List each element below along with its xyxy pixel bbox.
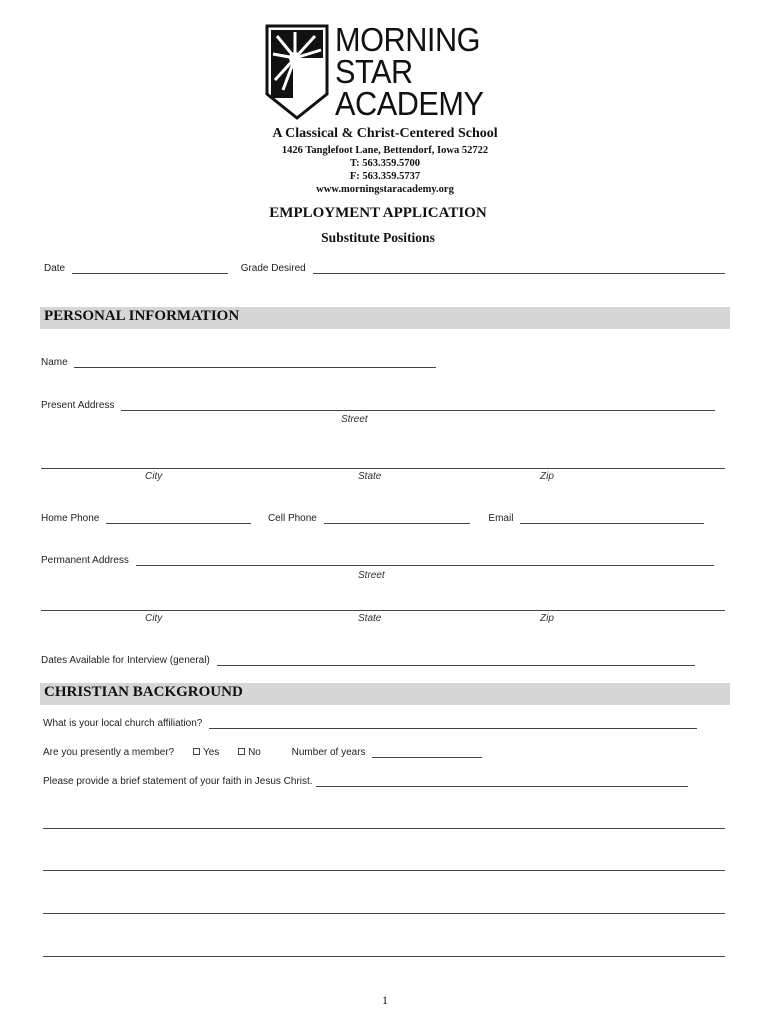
church-affiliation-row — [43, 718, 697, 729]
faith-statement-line-3[interactable] — [43, 913, 725, 914]
school-logo — [265, 21, 505, 124]
present-street-caption: Street — [341, 414, 368, 425]
member-no-option[interactable] — [238, 747, 261, 758]
permanent-city-caption: City — [145, 613, 163, 624]
present-address-city-state-zip-field[interactable] — [41, 468, 725, 469]
permanent-address-row — [41, 555, 714, 566]
no-checkbox[interactable] — [238, 748, 245, 755]
date-label: Date — [44, 263, 66, 274]
present-address-label: Present Address — [41, 400, 115, 411]
membership-row — [43, 747, 482, 758]
name-row — [41, 357, 436, 368]
grade-desired-field[interactable] — [313, 263, 725, 274]
present-state-caption: State — [358, 471, 382, 482]
member-yes-option[interactable] — [193, 747, 219, 758]
home-phone-label: Home Phone — [41, 513, 100, 524]
faith-statement-field[interactable] — [316, 776, 688, 787]
faith-statement-line-4[interactable] — [43, 956, 725, 957]
grade-desired-label: Grade Desired — [240, 263, 306, 274]
email-label: Email — [488, 513, 514, 524]
school-tagline: A Classical & Christ-Centered School — [272, 126, 498, 141]
school-address: 1426 Tanglefoot Lane, Bettendorf, Iowa 52722 — [281, 145, 489, 156]
document-subtitle: Substitute Positions — [321, 230, 435, 245]
church-affiliation-label: What is your local church affiliation? — [43, 718, 203, 729]
permanent-zip-caption: Zip — [540, 613, 554, 624]
personal-information-section — [40, 307, 730, 329]
name-label: Name — [41, 357, 68, 368]
faith-statement-line-1[interactable] — [43, 828, 725, 829]
christian-background-heading: CHRISTIAN BACKGROUND — [44, 684, 243, 700]
date-grade-row — [44, 263, 725, 274]
home-phone-field[interactable] — [106, 513, 251, 524]
phone-email-row — [41, 513, 704, 524]
logo-text-line-2: STAR — [335, 53, 413, 90]
cell-phone-field[interactable] — [324, 513, 470, 524]
present-address-row — [41, 400, 715, 411]
faith-statement-row — [43, 776, 688, 787]
permanent-street-caption: Street — [358, 570, 385, 581]
yes-checkbox[interactable] — [193, 748, 200, 755]
membership-label: Are you presently a member? — [43, 747, 175, 758]
permanent-address-street-field[interactable] — [136, 555, 714, 566]
present-zip-caption: Zip — [540, 471, 554, 482]
faith-statement-line-2[interactable] — [43, 870, 725, 871]
school-fax: F: 563.359.5737 — [349, 171, 421, 182]
number-of-years-field[interactable] — [372, 747, 482, 758]
number-of-years-label: Number of years — [291, 747, 366, 758]
star-shield-icon — [265, 24, 329, 120]
school-phone: T: 563.359.5700 — [349, 158, 421, 169]
dates-available-field[interactable] — [217, 655, 695, 666]
permanent-address-label: Permanent Address — [41, 555, 129, 566]
school-website: www.morningstaracademy.org — [316, 184, 454, 195]
logo-text-line-1: MORNING — [335, 21, 481, 58]
yes-label: Yes — [202, 747, 220, 758]
dates-available-label: Dates Available for Interview (general) — [41, 655, 210, 666]
permanent-state-caption: State — [358, 613, 382, 624]
faith-statement-label: Please provide a brief statement of your faith in Jesus Christ. — [43, 776, 313, 787]
present-city-caption: City — [145, 471, 163, 482]
logo-text-line-3: ACADEMY — [335, 85, 484, 122]
email-field[interactable] — [520, 513, 704, 524]
date-field[interactable] — [72, 263, 228, 274]
present-address-street-field[interactable] — [121, 400, 715, 411]
cell-phone-label: Cell Phone — [267, 513, 317, 524]
page-number: 1 — [382, 993, 388, 1007]
church-affiliation-field[interactable] — [209, 718, 697, 729]
name-field[interactable] — [74, 357, 436, 368]
document-title: EMPLOYMENT APPLICATION — [269, 205, 487, 221]
no-label: No — [248, 747, 261, 758]
dates-available-row — [41, 655, 695, 666]
christian-background-section — [40, 683, 730, 705]
permanent-address-city-state-zip-field[interactable] — [41, 610, 725, 611]
personal-information-heading: PERSONAL INFORMATION — [44, 308, 240, 324]
